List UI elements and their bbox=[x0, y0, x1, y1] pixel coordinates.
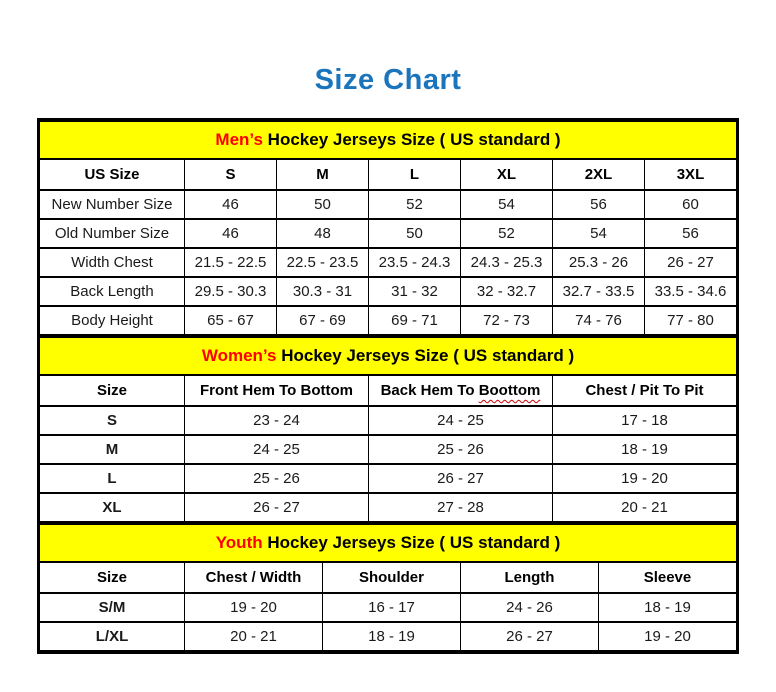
column-header-cell: Front Hem To Bottom bbox=[184, 375, 368, 406]
womens-size-table bbox=[39, 336, 737, 523]
section-heading-highlight: Men’s bbox=[215, 130, 263, 149]
value-cell: 24 - 26 bbox=[460, 593, 598, 622]
value-cell: 23.5 - 24.3 bbox=[368, 248, 460, 277]
row-label-cell: XL bbox=[40, 493, 185, 522]
value-cell: 19 - 20 bbox=[184, 593, 322, 622]
value-cell: 33.5 - 34.6 bbox=[644, 277, 736, 306]
size-chart-tables bbox=[37, 118, 739, 654]
mens-table-row bbox=[40, 219, 737, 248]
row-label-cell: Width Chest bbox=[40, 248, 185, 277]
value-cell: 18 - 19 bbox=[322, 622, 460, 651]
value-cell: 21.5 - 22.5 bbox=[184, 248, 276, 277]
section-heading-highlight: Women’s bbox=[201, 346, 277, 365]
row-label-cell: S/M bbox=[40, 593, 185, 622]
womens-table-row bbox=[40, 435, 737, 464]
row-label-cell: New Number Size bbox=[40, 190, 185, 219]
mens-column-header-row bbox=[40, 159, 737, 190]
value-cell: 50 bbox=[276, 190, 368, 219]
value-cell: 65 - 67 bbox=[184, 306, 276, 335]
column-header-cell: L bbox=[368, 159, 460, 190]
womens-table-row bbox=[40, 493, 737, 522]
column-header-cell: Length bbox=[460, 562, 598, 593]
value-cell: 72 - 73 bbox=[460, 306, 552, 335]
value-cell: 48 bbox=[276, 219, 368, 248]
value-cell: 67 - 69 bbox=[276, 306, 368, 335]
youth-table-row bbox=[40, 593, 737, 622]
youth-table-row bbox=[40, 622, 737, 651]
value-cell: 46 bbox=[184, 219, 276, 248]
value-cell: 22.5 - 23.5 bbox=[276, 248, 368, 277]
value-cell: 77 - 80 bbox=[644, 306, 736, 335]
value-cell: 50 bbox=[368, 219, 460, 248]
value-cell: 18 - 19 bbox=[552, 435, 736, 464]
mens-section-heading: Men’s Hockey Jerseys Size ( US standard ) bbox=[40, 121, 737, 159]
value-cell: 20 - 21 bbox=[552, 493, 736, 522]
mens-table-row bbox=[40, 248, 737, 277]
value-cell: 56 bbox=[552, 190, 644, 219]
value-cell: 52 bbox=[368, 190, 460, 219]
value-cell: 23 - 24 bbox=[184, 406, 368, 435]
value-cell: 74 - 76 bbox=[552, 306, 644, 335]
value-cell: 24 - 25 bbox=[184, 435, 368, 464]
value-cell: 31 - 32 bbox=[368, 277, 460, 306]
value-cell: 24.3 - 25.3 bbox=[460, 248, 552, 277]
column-header-cell: M bbox=[276, 159, 368, 190]
column-header-cell: Chest / Width bbox=[184, 562, 322, 593]
section-heading-highlight: Youth bbox=[215, 533, 263, 552]
value-cell: 24 - 25 bbox=[368, 406, 552, 435]
value-cell: 52 bbox=[460, 219, 552, 248]
value-cell: 30.3 - 31 bbox=[276, 277, 368, 306]
column-header-cell: XL bbox=[460, 159, 552, 190]
column-header-cell: Shoulder bbox=[322, 562, 460, 593]
column-header-cell: Back Hem To Boottom bbox=[368, 375, 552, 406]
column-header-cell: US Size bbox=[40, 159, 185, 190]
value-cell: 19 - 20 bbox=[598, 622, 736, 651]
column-header-cell: Chest / Pit To Pit bbox=[552, 375, 736, 406]
value-cell: 16 - 17 bbox=[322, 593, 460, 622]
value-cell: 56 bbox=[644, 219, 736, 248]
value-cell: 26 - 27 bbox=[644, 248, 736, 277]
value-cell: 25.3 - 26 bbox=[552, 248, 644, 277]
row-label-cell: Body Height bbox=[40, 306, 185, 335]
womens-section-heading: Women’s Hockey Jerseys Size ( US standard ) bbox=[40, 337, 737, 375]
youth-section-heading: Youth Hockey Jerseys Size ( US standard ) bbox=[40, 524, 737, 562]
row-label-cell: S bbox=[40, 406, 185, 435]
row-label-cell: L bbox=[40, 464, 185, 493]
value-cell: 60 bbox=[644, 190, 736, 219]
value-cell: 18 - 19 bbox=[598, 593, 736, 622]
column-header-cell: Sleeve bbox=[598, 562, 736, 593]
value-cell: 26 - 27 bbox=[460, 622, 598, 651]
value-cell: 29.5 - 30.3 bbox=[184, 277, 276, 306]
column-header-cell: Size bbox=[40, 375, 185, 406]
column-header-cell: S bbox=[184, 159, 276, 190]
value-cell: 17 - 18 bbox=[552, 406, 736, 435]
page-title: Size Chart bbox=[314, 64, 462, 96]
value-cell: 26 - 27 bbox=[184, 493, 368, 522]
womens-column-header-row bbox=[40, 375, 737, 406]
row-label-cell: M bbox=[40, 435, 185, 464]
value-cell: 25 - 26 bbox=[368, 435, 552, 464]
value-cell: 27 - 28 bbox=[368, 493, 552, 522]
mens-table-row bbox=[40, 306, 737, 335]
column-header-cell: 2XL bbox=[552, 159, 644, 190]
mens-table-row bbox=[40, 277, 737, 306]
value-cell: 54 bbox=[460, 190, 552, 219]
value-cell: 26 - 27 bbox=[368, 464, 552, 493]
column-header-cell: Size bbox=[40, 562, 185, 593]
value-cell: 54 bbox=[552, 219, 644, 248]
row-label-cell: Back Length bbox=[40, 277, 185, 306]
womens-table-row bbox=[40, 406, 737, 435]
row-label-cell: Old Number Size bbox=[40, 219, 185, 248]
youth-size-table bbox=[39, 523, 737, 652]
womens-table-row bbox=[40, 464, 737, 493]
mens-size-table bbox=[39, 120, 737, 336]
mens-table-row bbox=[40, 190, 737, 219]
column-header-cell: 3XL bbox=[644, 159, 736, 190]
misspelled-word: Boottom bbox=[478, 382, 541, 399]
value-cell: 46 bbox=[184, 190, 276, 219]
value-cell: 20 - 21 bbox=[184, 622, 322, 651]
value-cell: 69 - 71 bbox=[368, 306, 460, 335]
youth-column-header-row bbox=[40, 562, 737, 593]
row-label-cell: L/XL bbox=[40, 622, 185, 651]
value-cell: 25 - 26 bbox=[184, 464, 368, 493]
value-cell: 32 - 32.7 bbox=[460, 277, 552, 306]
value-cell: 19 - 20 bbox=[552, 464, 736, 493]
value-cell: 32.7 - 33.5 bbox=[552, 277, 644, 306]
